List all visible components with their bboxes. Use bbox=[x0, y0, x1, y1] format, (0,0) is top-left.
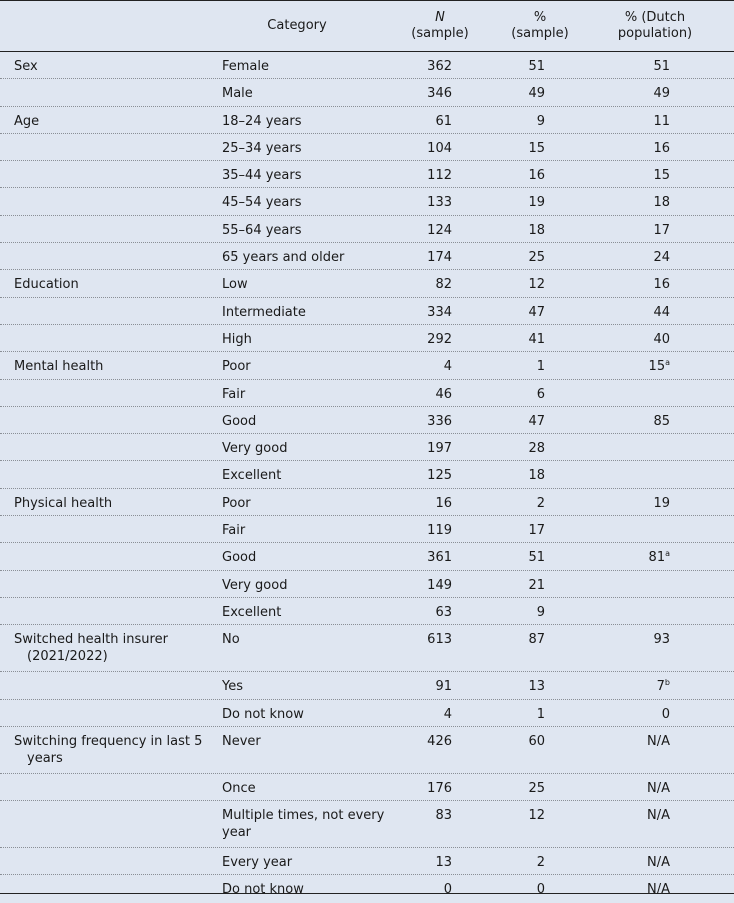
sample-n-cell: 61 bbox=[435, 113, 452, 129]
population-percent-cell bbox=[600, 140, 670, 157]
table-row bbox=[0, 875, 734, 902]
header-n-line2: (sample) bbox=[411, 26, 469, 41]
population-percent-value: 40 bbox=[653, 331, 670, 347]
table-row bbox=[0, 774, 734, 801]
population-percent-value: N/A bbox=[647, 808, 670, 824]
table-row bbox=[0, 352, 734, 379]
category-cell bbox=[222, 522, 392, 539]
population-percent-value: 17 bbox=[653, 222, 670, 238]
sample-percent-cell: 25 bbox=[528, 780, 545, 796]
table-row bbox=[0, 325, 734, 352]
sample-percent-cell: 9 bbox=[536, 113, 545, 129]
category-label: Female bbox=[222, 59, 270, 74]
table-row bbox=[0, 79, 734, 106]
category-cell bbox=[222, 780, 392, 797]
sample-percent-cell: 87 bbox=[528, 632, 545, 648]
sample-percent-cell: 19 bbox=[528, 195, 545, 211]
category-label: Yes bbox=[222, 679, 243, 695]
sample-n-cell: 613 bbox=[427, 632, 452, 648]
population-percent-cell bbox=[600, 113, 670, 130]
sample-n-cell: 292 bbox=[427, 331, 452, 347]
population-percent-value: 44 bbox=[653, 304, 670, 320]
header-category-label: Category bbox=[267, 18, 327, 33]
table-row bbox=[0, 700, 734, 727]
sample-n-cell: 426 bbox=[427, 733, 452, 749]
population-percent-cell bbox=[600, 222, 670, 239]
category-label: Multiple times, not every bbox=[222, 808, 385, 824]
category-cell bbox=[222, 706, 392, 723]
table-row bbox=[0, 848, 734, 875]
table-row bbox=[0, 543, 734, 570]
sample-percent-cell: 15 bbox=[528, 140, 545, 156]
category-label: Every year bbox=[222, 855, 293, 871]
table-row bbox=[0, 489, 734, 516]
sample-percent-cell: 18 bbox=[528, 222, 545, 238]
sample-n-cell: 13 bbox=[435, 855, 452, 871]
sample-percent-cell: 47 bbox=[528, 304, 545, 320]
table-row bbox=[0, 434, 734, 461]
table-row bbox=[0, 461, 734, 488]
category-cell bbox=[222, 167, 392, 184]
category-cell bbox=[222, 222, 392, 239]
sample-percent-cell: 6 bbox=[536, 386, 545, 402]
table-row bbox=[0, 571, 734, 598]
table-row bbox=[0, 727, 734, 774]
variable-label: Age bbox=[14, 113, 40, 129]
sample-n-cell: 174 bbox=[427, 250, 452, 266]
table-row bbox=[0, 516, 734, 543]
sample-n-cell: 82 bbox=[435, 277, 452, 293]
population-percent-value: 7 bbox=[656, 679, 665, 695]
category-label: Do not know bbox=[222, 706, 304, 722]
population-percent-cell bbox=[600, 194, 670, 211]
category-label: 25–34 years bbox=[222, 140, 302, 156]
category-label: Never bbox=[222, 733, 261, 749]
category-label: Fair bbox=[222, 386, 246, 402]
category-label: Good bbox=[222, 550, 257, 566]
table-row bbox=[0, 801, 734, 848]
category-cell bbox=[222, 194, 392, 211]
population-percent-cell bbox=[600, 495, 670, 512]
category-cell bbox=[222, 276, 392, 293]
population-percent-cell bbox=[600, 854, 670, 871]
category-label: Low bbox=[222, 277, 248, 293]
footnote-marker: b bbox=[664, 678, 670, 688]
sample-percent-cell: 41 bbox=[528, 331, 545, 347]
category-cell bbox=[222, 678, 392, 695]
sample-n-cell: 334 bbox=[427, 304, 452, 320]
population-percent-cell bbox=[600, 881, 670, 898]
category-label: 65 years and older bbox=[222, 250, 345, 266]
table-row bbox=[0, 598, 734, 625]
sample-percent-cell: 13 bbox=[528, 679, 545, 695]
variable-label: Sex bbox=[14, 59, 38, 74]
table-row bbox=[0, 270, 734, 297]
population-percent-cell bbox=[600, 733, 670, 750]
population-percent-value: 18 bbox=[653, 195, 670, 211]
variable-cell bbox=[14, 58, 214, 75]
table-header bbox=[0, 0, 734, 52]
table-body bbox=[0, 52, 734, 903]
header-category bbox=[222, 1, 372, 51]
population-percent-cell bbox=[600, 276, 670, 293]
footnote-marker: a bbox=[665, 549, 670, 559]
sample-n-cell: 119 bbox=[427, 523, 452, 539]
category-cell bbox=[222, 631, 392, 648]
category-cell bbox=[222, 604, 392, 621]
category-label: Excellent bbox=[222, 468, 282, 484]
population-percent-cell bbox=[600, 167, 670, 184]
sample-percent-cell: 49 bbox=[528, 86, 545, 102]
population-percent-cell bbox=[600, 549, 670, 566]
sample-percent-cell: 25 bbox=[528, 250, 545, 266]
sample-percent-cell: 51 bbox=[528, 550, 545, 566]
header-n-symbol: N bbox=[435, 10, 445, 25]
category-label: Very good bbox=[222, 577, 288, 593]
population-percent-cell bbox=[600, 631, 670, 648]
header-pct-pop-line2: population) bbox=[617, 26, 693, 41]
category-cell bbox=[222, 440, 392, 457]
sample-percent-cell: 1 bbox=[536, 706, 545, 722]
category-cell bbox=[222, 881, 392, 898]
category-label: Do not know bbox=[222, 882, 304, 898]
category-label: Intermediate bbox=[222, 304, 306, 320]
category-label: 45–54 years bbox=[222, 195, 302, 211]
category-cell bbox=[222, 249, 392, 266]
table-row bbox=[0, 107, 734, 134]
table-row bbox=[0, 161, 734, 188]
category-label: Poor bbox=[222, 495, 251, 511]
sample-percent-cell: 21 bbox=[528, 577, 545, 593]
variable-cell bbox=[14, 631, 214, 665]
sample-n-cell: 149 bbox=[427, 577, 452, 593]
sample-n-cell: 361 bbox=[427, 550, 452, 566]
category-cell bbox=[222, 467, 392, 484]
population-percent-value: N/A bbox=[647, 855, 670, 871]
header-pct-sample-line1: % bbox=[533, 10, 547, 25]
sample-n-cell: 83 bbox=[435, 808, 452, 824]
category-cell bbox=[222, 386, 392, 403]
sample-percent-cell: 0 bbox=[536, 882, 545, 898]
header-n-line1 bbox=[411, 10, 468, 26]
population-percent-cell bbox=[600, 58, 670, 75]
variable-cell bbox=[14, 113, 214, 130]
category-label: Excellent bbox=[222, 604, 282, 620]
sample-n-cell: 133 bbox=[427, 195, 452, 211]
variable-cell bbox=[14, 276, 214, 293]
category-label: Fair bbox=[222, 523, 246, 539]
table-row bbox=[0, 52, 734, 79]
sample-n-cell: 346 bbox=[427, 86, 452, 102]
variable-label-continued: (2021/2022) bbox=[27, 649, 108, 665]
population-percent-value: 15 bbox=[648, 359, 666, 375]
population-percent-value: 24 bbox=[653, 250, 670, 266]
table-row bbox=[0, 216, 734, 243]
population-percent-value: 16 bbox=[653, 140, 670, 156]
table-row bbox=[0, 407, 734, 434]
sample-n-cell: 63 bbox=[435, 604, 452, 620]
population-percent-value: 15 bbox=[653, 168, 670, 184]
variable-cell bbox=[14, 358, 214, 375]
table-row bbox=[0, 672, 734, 699]
sample-percent-cell: 9 bbox=[536, 604, 545, 620]
category-label-continued: year bbox=[222, 825, 252, 841]
sample-percent-cell: 12 bbox=[528, 277, 545, 293]
sample-n-cell: 0 bbox=[443, 882, 452, 898]
population-percent-value: 49 bbox=[653, 86, 670, 102]
sample-percent-cell: 18 bbox=[528, 468, 545, 484]
sample-n-cell: 124 bbox=[427, 222, 452, 238]
population-percent-cell bbox=[600, 780, 670, 797]
category-cell bbox=[222, 413, 392, 430]
sample-n-cell: 197 bbox=[427, 441, 452, 457]
category-label: 55–64 years bbox=[222, 222, 302, 238]
population-percent-value: 51 bbox=[653, 59, 670, 74]
variable-label: Education bbox=[14, 277, 79, 293]
table-row bbox=[0, 380, 734, 407]
population-percent-cell bbox=[600, 358, 670, 375]
sample-percent-cell: 51 bbox=[528, 59, 545, 74]
sample-n-cell: 16 bbox=[435, 495, 452, 511]
population-percent-value: 0 bbox=[661, 706, 670, 722]
sample-n-cell: 176 bbox=[427, 780, 452, 796]
variable-cell bbox=[14, 495, 214, 512]
sample-percent-cell: 1 bbox=[536, 359, 545, 375]
variable-label: Physical health bbox=[14, 495, 113, 511]
population-percent-value: 16 bbox=[653, 277, 670, 293]
sample-n-cell: 46 bbox=[435, 386, 452, 402]
population-percent-cell bbox=[600, 304, 670, 321]
category-label: Good bbox=[222, 413, 257, 429]
population-percent-value: 11 bbox=[653, 113, 670, 129]
variable-label: Switching frequency in last 5 bbox=[14, 733, 203, 749]
sample-percent-cell: 2 bbox=[536, 495, 545, 511]
variable-cell bbox=[14, 733, 214, 767]
category-label: 18–24 years bbox=[222, 113, 302, 129]
category-label: Once bbox=[222, 780, 256, 796]
category-cell bbox=[222, 85, 392, 102]
table-row bbox=[0, 625, 734, 672]
category-cell bbox=[222, 549, 392, 566]
population-percent-value: 81 bbox=[648, 550, 666, 566]
population-percent-cell bbox=[600, 249, 670, 266]
category-cell bbox=[222, 733, 392, 750]
table-row bbox=[0, 298, 734, 325]
header-pct-pop-line1: % (Dutch bbox=[624, 10, 686, 25]
sample-percent-cell: 17 bbox=[528, 523, 545, 539]
population-percent-cell bbox=[600, 678, 670, 695]
table-row bbox=[0, 134, 734, 161]
population-percent-value: 93 bbox=[653, 632, 670, 648]
table-row bbox=[0, 243, 734, 270]
category-cell bbox=[222, 58, 392, 75]
category-cell bbox=[222, 854, 392, 871]
sample-percent-cell: 47 bbox=[528, 413, 545, 429]
sample-n-cell: 336 bbox=[427, 413, 452, 429]
population-percent-cell bbox=[600, 807, 670, 824]
population-percent-value: N/A bbox=[647, 733, 670, 749]
category-label: No bbox=[222, 632, 240, 648]
sample-n-cell: 4 bbox=[443, 359, 452, 375]
category-cell bbox=[222, 807, 392, 841]
population-percent-value: 19 bbox=[653, 495, 670, 511]
category-label: 35–44 years bbox=[222, 168, 302, 184]
category-cell bbox=[222, 358, 392, 375]
sample-n-cell: 4 bbox=[443, 706, 452, 722]
population-percent-value: N/A bbox=[647, 780, 670, 796]
sample-percent-cell: 60 bbox=[528, 733, 545, 749]
variable-label: Mental health bbox=[14, 359, 104, 375]
population-percent-cell bbox=[600, 331, 670, 348]
category-cell bbox=[222, 495, 392, 512]
population-percent-value: N/A bbox=[647, 882, 670, 898]
sample-percent-cell: 28 bbox=[528, 441, 545, 457]
sample-percent-cell: 2 bbox=[536, 855, 545, 871]
sample-n-cell: 91 bbox=[435, 679, 452, 695]
sample-n-cell: 125 bbox=[427, 468, 452, 484]
category-cell bbox=[222, 140, 392, 157]
population-percent-value: 85 bbox=[653, 413, 670, 429]
table-row bbox=[0, 188, 734, 215]
category-cell bbox=[222, 577, 392, 594]
sample-n-cell: 104 bbox=[427, 140, 452, 156]
header-pct-population bbox=[590, 1, 720, 51]
header-pct-sample bbox=[500, 1, 580, 51]
population-percent-cell bbox=[600, 413, 670, 430]
category-label: Male bbox=[222, 86, 253, 102]
header-pct-sample-line2: (sample) bbox=[511, 26, 569, 41]
category-cell bbox=[222, 113, 392, 130]
variable-label: Switched health insurer bbox=[14, 632, 168, 648]
sample-n-cell: 112 bbox=[427, 168, 452, 184]
header-n bbox=[400, 1, 480, 51]
category-label: High bbox=[222, 331, 252, 347]
population-percent-cell bbox=[600, 706, 670, 723]
footnote-marker: a bbox=[665, 358, 670, 368]
category-label: Very good bbox=[222, 441, 288, 457]
category-label: Poor bbox=[222, 359, 251, 375]
sample-n-cell: 362 bbox=[427, 59, 452, 74]
sample-percent-cell: 16 bbox=[528, 168, 545, 184]
category-cell bbox=[222, 331, 392, 348]
sample-percent-cell: 12 bbox=[528, 808, 545, 824]
population-percent-cell bbox=[600, 85, 670, 102]
variable-label-continued: years bbox=[27, 750, 63, 766]
category-cell bbox=[222, 304, 392, 321]
